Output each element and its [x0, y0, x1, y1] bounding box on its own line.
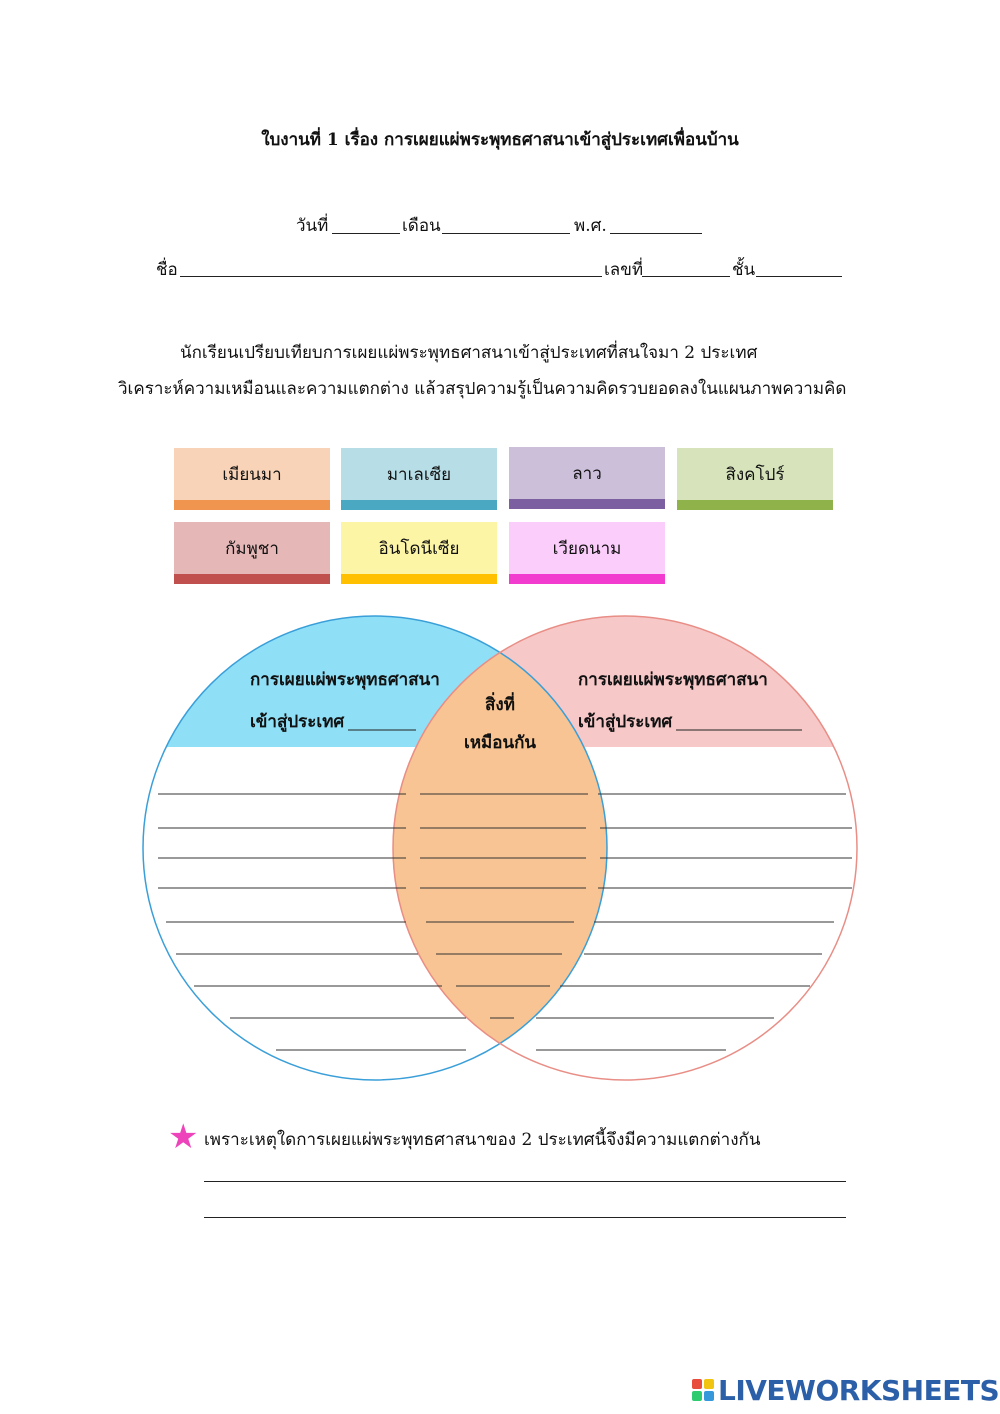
name-label: ชื่อ — [156, 260, 178, 280]
country-label: มาเลเซีย — [341, 448, 497, 500]
country-label: อินโดนีเซีย — [341, 522, 497, 574]
year-label: พ.ศ. — [574, 216, 607, 236]
worksheet-title: ใบงานที่ 1 เรื่อง การเผยแผ่พระพุทธศาสนาเข้าสู่ประเทศเพื่อนบ้าน — [261, 130, 739, 150]
class-label: ชั้น — [732, 260, 756, 280]
right-heading-line2: เข้าสู่ประเทศ — [578, 712, 673, 732]
month-label: เดือน — [402, 216, 441, 236]
liveworksheets-logo — [692, 1374, 999, 1406]
left-heading-line1: การเผยแผ่พระพุทธศาสนา — [250, 670, 440, 690]
center-heading-line2: เหมือนกัน — [464, 733, 536, 753]
country-label: ลาว — [509, 447, 665, 499]
answer-line-1[interactable] — [204, 1181, 846, 1182]
number-label: เลขที่ — [604, 260, 644, 280]
left-heading-line2: เข้าสู่ประเทศ — [250, 712, 345, 732]
right-heading-line1: การเผยแผ่พระพุทธศาสนา — [578, 670, 768, 690]
brand-icon — [692, 1379, 714, 1401]
center-heading-line1: สิ่งที่ — [485, 695, 515, 715]
instruction-line-1: นักเรียนเปรียบเทียบการเผยแผ่พระพุทธศาสนาเข้าสู่ประเทศที่สนใจมา 2 ประเทศ — [180, 343, 758, 363]
country-label: สิงคโปร์ — [677, 448, 833, 500]
day-label: วันที่ — [296, 216, 329, 236]
star-icon: ★ — [168, 1117, 199, 1157]
country-label: เวียดนาม — [509, 522, 665, 574]
country-label: เมียนมา — [174, 448, 330, 500]
brand-name: LIVEWORKSHEETS — [718, 1373, 1000, 1407]
answer-line-2[interactable] — [204, 1217, 846, 1218]
instruction-line-2: วิเคราะห์ความเหมือนและความแตกต่าง แล้วสรุปความรู้เป็นความคิดรวบยอดลงในแผนภาพความคิด — [118, 379, 847, 399]
question-text: เพราะเหตุใดการเผยแผ่พระพุทธศาสนาของ 2 ประเทศนี้จึงมีความแตกต่างกัน — [204, 1130, 761, 1150]
country-label: กัมพูชา — [174, 522, 330, 574]
